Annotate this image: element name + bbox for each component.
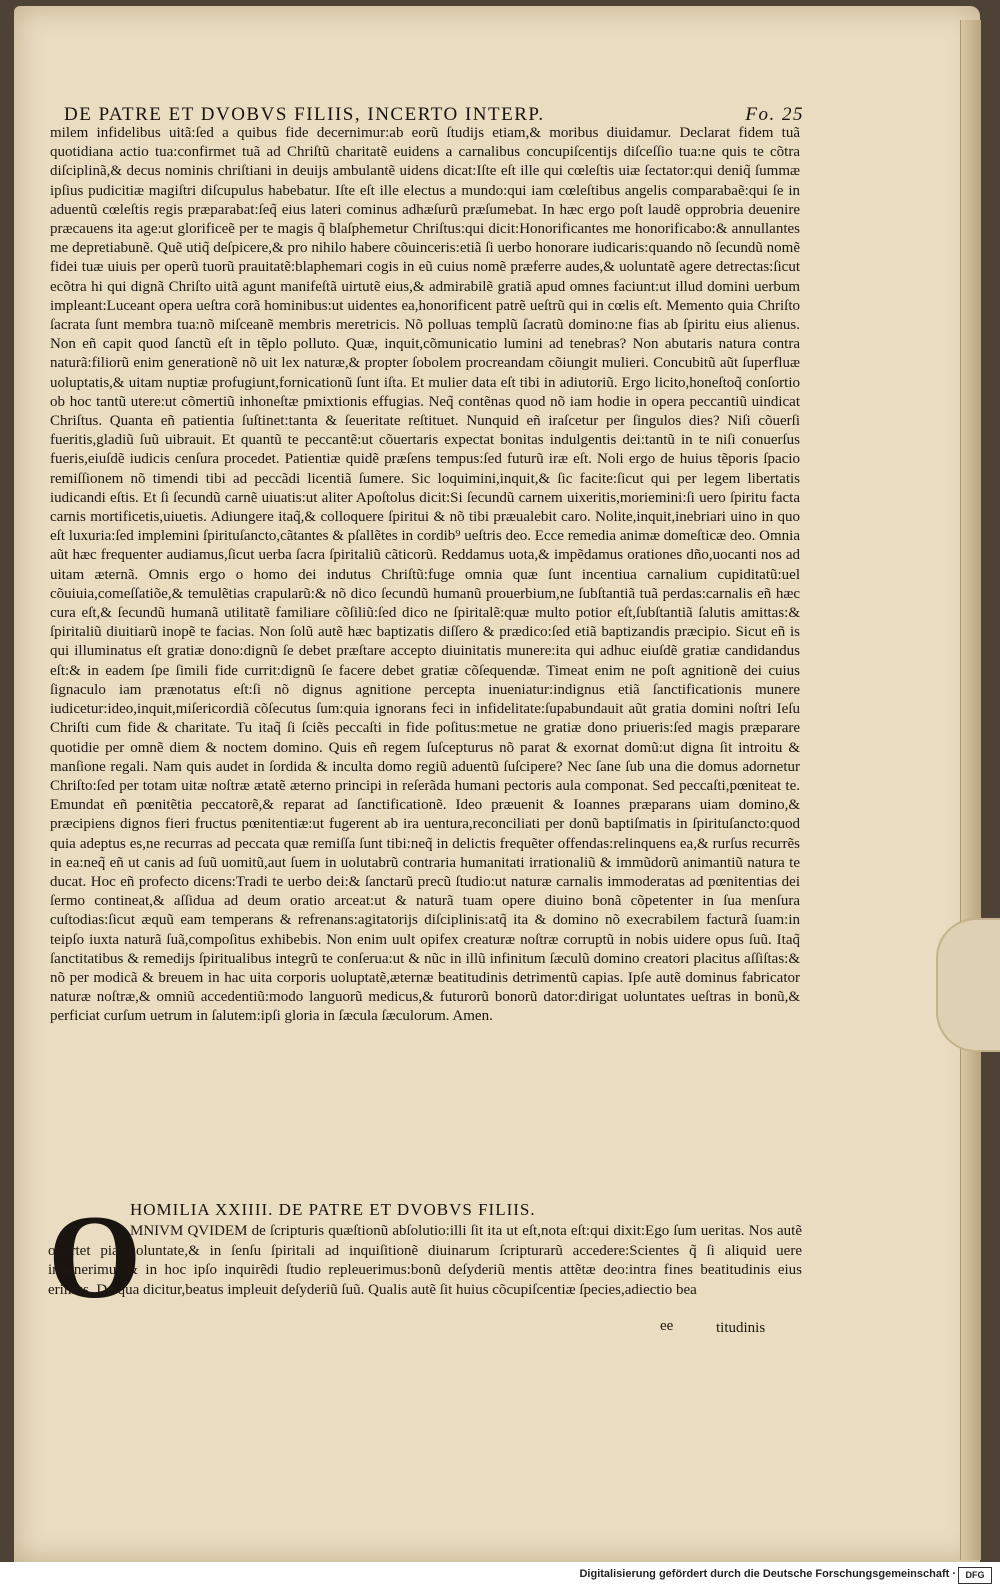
drop-initial: O — [48, 1190, 142, 1323]
folio-number: Fo. 25 — [745, 104, 804, 125]
footer-credit: Digitalisierung gefördert durch die Deutsche Forschungsgemeinschaft · — [579, 1568, 956, 1580]
catchword: titudinis — [716, 1320, 766, 1336]
body-paragraph: milem infidelibus uitã:ſed a quibus fide decernimur:ab eorũ ſtudijs etiam,& moribus diuidamur. Declarat fidem tuã quotidiana actio tua:confirmet tuã ad Chriſtũ charitatẽ euidens a carnalibus concupiſcentijs diſceſſio tua:ne quis te cõtra diſciplinã,& decus nominis chriſtiani in deuijs ambulantẽ uidens dicat:Iſte eſt ille qui cœleſtis uiæ ſectator:qui deniq̃ ſummæ ipſius pudicitiæ magiſtri diſcupulus habebatur. Iſte eſt ille electus a mundo:qui iam cœleſtibus angelis comparabaẽ:qui ſe in aduentũ cœleſtis regis præparabat:ſeq̃ eius lateri cominus adhæſurũ præſumebat. In hæc ergo poſt laudẽ opprobria deuenire præcauens ita age:ut glorificeẽ per te magis q̃ blaſphemetur Chriſtus:qui dicit:Honorificantes me honorificabo:& annullantes me depretiabunẽ. Quẽ utiq̃ deſpicere,& pro nihilo habere cõuinceris:etiã ſi uerbo honorare iudicaris:quando nõ ſecundũ nomẽ fidei tuæ uiuis per operũ tuorũ prauitatẽ:blaphemari cogis in eũ cuius nomẽ præferre audes,& uoluntatẽ agere detrectas:ſicut ecõtra hi qui dignã Chriſto uitã agunt manifeſtã uirtutẽ eius,& admirabilẽ gratiã apud omnes faciunt:ut illud domini uerbum impleant:Luceant opera ueſtra corã hominibus:ut uidentes ea,honorificent patrẽ ueſtrũ qui in cœlis eſt. Memento quia Chriſto ſacrata ſunt membra tua:nõ miſceanẽ membris meretricis. Nõ polluas templũ ſacratũ domino:ne fias ab ſpiritu eius alienus. Non eñ capit quod ſanctũ eſt in tẽplo polluto. Quæ, inquit,cõmunicatio lumini ad tenebras? Non abutaris natura contra naturã:filiorũ enim generationẽ nõ uit lex naturæ,& propter ſobolem procreandam cõiungit mulieri. Concubitũ aũt ſuperfluæ uoluptatis,& uitam nuptiæ profugiunt,fornicationũ ſunt iſta. Et mulier data eſt tibi in adiutoriũ. Ergo licito,honeſtoq̃ conſortio ob hoc tantũ utere:ut cõmertiũ inhoneſtæ pmixtionis effugias. Neq̃ contẽnas quod nõ iam hodie in opera peccantiũ uindicat Chriſtus. Quanta eñ patientia ſuſtinet:tanta & ſeueritate reſtituet. Nunquid eñ iraſcetur per ſingulos dies? Niſi cõuerſi fueritis,gladiũ ſuũ uibrauit. Et quantũ te peccantẽ:ut cõuertaris expectat bonitas indulgentis dei:tantũ in te niſi conuerſus fueris,eiuſdẽ iudicis cenſura procedet. Patientiæ quidẽ præſens tempus:ſed futurũ iræ eſt. Noli ergo de huius tẽporis ſpacio remiſſionem nõ timendi tibi ad peccãdi licentiã ſumere. Sic loquimini,inquit,& ſic facite:ſicut qui per legem libertatis iudicandi eſtis. Et ſi ſecundũ carnẽ uiuatis:ut aliter Apoſtolus dicit:Si ſecundũ carnem uixeritis,moriemini:ſi uero ſpiritu facta carnis mortificetis,uiuetis. Adiungere itaq̃,& colloquere ſpiritui & nõ tibi præualebit caro. Nolite,inquit,inebriari uino in quo eſt luxuria:ſed implemini ſpirituſancto,cãtantes & pſallẽtes in cordib⁹ ueſtris deo. Ecce remedia animæ domeſticæ deo. Omnia aũt hæc frequenter audiamus,ſicut uerba ſacra ſpiritaliũ cãticorũ. Reddamus uota,& impẽdamus orationes dño,uocanti nos ad uitam æternã. Omnis ergo o homo dei indutus Chriſtũ:fuge omnia quæ ſunt incentiua carnalium cupiditatũ:uel cõuiuia,comeſſatiõe,& temulẽtias crapularũ:& nõ dico ſecundũ humanũ prouerbium,ne ſubſtantiã tuã perdas:carnalis eñ hæc cura eſt,& ſecundũ humanã utilitatẽ familiare cõſiliũ:ſed dico ne ſpiritalẽ:quæ multo potior eſt,ſubſtantiã ſalutis amittas:& ſpiritaliũ diuitiarũ inopẽ te facias. Non ſolũ autẽ hæc baptizatis diſſero & prædico:ſed etiã baptizandis præcipio. Sicut eñ is qui illuminatus eſt gratiæ dono:dignũ ſe debet præſtare accepto diuinitatis munere:ita qui adhuc eiuſdẽ gratiæ candidandus eſt:& in eadem ſpe ſimili fide currit:dignũ ſe facere debet gratiæ cõſequendæ. Timeat enim ne poſt agnitionẽ dei cuius ſignaculo iam prænotatus eſt:ſi nõ dignus agnitione percepta inueniatur:indignus etiã ſanctificationis munere iudicetur:ideo,inquit,miſericordiã cõſecutus ſum:quia ignorans feci in infidelitate:ſupabundauit aũt gratia domini noſtri Ieſu Chriſti cum fide & charitate. Tu itaq̃ ſi ſciẽs peccaſti in fide poſitus:metue ne gratiæ dono priueris:ſed magis præparare quotidie per omnẽ diem & noctem domino. Quis eñ regem ſuſcepturus nõ parat & exornat domũ:ut digna ſit introitu & manſione regali. Nam quis audet in ſordida & inculta domo regiũ aduentũ ſuſcipere? Nec ſane ſub una die domus adornetur Chriſto:ſed per totam uitæ noſtræ ætatẽ æterno principi in reſerãda humani pectoris aula componat. Sed peccaſti,pœniteat te. Emundat eñ pœnitẽtia peccatorẽ,& reparat ad ſanctificationẽ. Ideo præuenit & Ioannes præparans uiam domino,& præcipiens dignos fieri fructus pœnitentiæ:ut fugerent ab ira uentura,reconciliati per donũ baptiſmatis in ſpirituſancto:quod quia adeptus es,ne recurras ad peccata quæ remiſſa ſunt tibi:neq̃ in delictis frequẽter offendas:relinquens ea,& rurſus recurrẽs in ea:neq̃ eñ ut canis ad ſuũ uomitũ,aut ſuem in uolutabrũ contraria humanitati irrationaliũ & immũdorũ animantiũ natura te ducat. Hoc eñ profecto dicens:Tradi te uerbo dei:& ſanctarũ precũ ſtudio:ut naturæ carnalis immoderatas ad pœnitentias dei ſermo contineat,& aſſidua ad deum oratio arceat:ut & naturã tuam opere diuino bonã cõpetenter in ſua menſura cuſtodias:ſicut æquũ eam temperans & refrenans:agitatorijs diſciplinis:atq̃ ita & domino nõ execrabilem facturã ſuam:in teipſo iuxta naturã ſuã,compoſitus exhibebis. Non enim uult opifex creaturæ noſtræ corruptũ in nobis uidere opus ſuũ. Itaq̃ ſanctitatibus & remedijs ſpiritualibus integrũ te conſerua:ut & nũc in illũ infinitum ſæculũ domino creatori placitus aſſiſtas:& nõ per modicã & breuem in hac uita corporis uoluptatẽ,æternæ beatitudinis detrimentũ capias. Ipſe autẽ dominus fabricator naturæ noſtræ,& omniũ accedentiũ:modo languorũ medicus,& futurorũ bonorũ dator:dirigat uoluntates ueſtras in bonũ,& perficiat curſum uetrum in ſalutem:ipſi gloria in ſæcula ſæculorum. Amen. — [50, 125, 800, 1025]
page-tab — [936, 918, 1000, 1052]
homily-heading: HOMILIA XXIIII. DE PATRE ET DVOBVS FILIIS. — [130, 1200, 536, 1219]
signature-mark: ee — [660, 1318, 674, 1334]
page-edge — [960, 20, 981, 1560]
footer-bar — [0, 1562, 1000, 1589]
running-title: DE PATRE ET DVOBVS FILIIS, INCERTO INTERP. — [64, 104, 545, 125]
dfg-logo: DFG — [958, 1567, 992, 1584]
main-text-block — [50, 124, 800, 1027]
homily-paragraph: MNIVM QVIDEM de ſcripturis quæſtionũ abſolutio:illi ſit ita ut eſt,nota eſt:qui dixit:Ego ſum ueritas. Nos autẽ oportet pia uoluntate,& in ſenſu ſpiritali ad inquiſitionẽ diuinarum ſcripturarũ accedere:Scientes q̃ ſi aliquid uere inuenerimus:& in hoc ipſo inquirẽdi ſtudio repleuerimus:bonũ deſyderiũ mentis attẽtæ deo:intra fines beatitudinis eius erimus. De qua dicitur,beatus impleuit deſyderiũ ſuũ. Qualis autẽ ſit huius cõcupiſcentiæ ſpecies,adiectio bea — [48, 1223, 802, 1298]
